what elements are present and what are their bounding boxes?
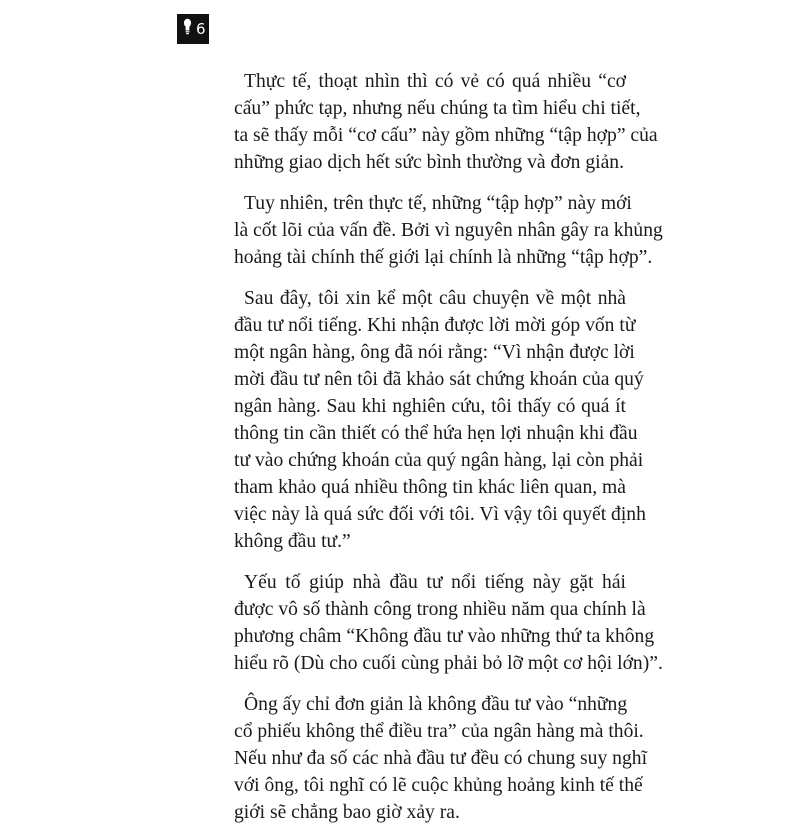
body-text <box>234 68 663 840</box>
text-line: không đầu tư.” <box>234 531 351 552</box>
page-number-badge <box>177 14 209 44</box>
text-line: Yếu tố giúp nhà đầu tư nổi tiếng này gặt hái <box>244 572 626 593</box>
text-line: việc này là quá sức đối với tôi. Vì vậy tôi quyết định <box>234 504 646 525</box>
bulb-icon <box>183 18 192 36</box>
text-line: với ông, tôi nghĩ có lẽ cuộc khủng hoảng kinh tế thế <box>234 775 643 796</box>
text-line: là cốt lõi của vấn đề. Bởi vì nguyên nhân gây ra khủng <box>234 220 663 241</box>
text-line: phương châm “Không đầu tư vào những thứ ta không <box>234 626 655 647</box>
paragraph <box>234 569 663 677</box>
paragraph <box>234 285 646 555</box>
text-line: tư vào chứng khoán của quý ngân hàng, lại còn phải <box>234 450 644 471</box>
text-line: Sau đây, tôi xin kể một câu chuyện về một nhà <box>244 288 626 309</box>
text-line: ngân hàng. Sau khi nghiên cứu, tôi thấy có quá ít <box>234 396 626 417</box>
text-line: Nếu như đa số các nhà đầu tư đều có chung suy nghĩ <box>234 748 648 769</box>
paragraph <box>234 190 663 271</box>
text-line: thông tin cần thiết có thể hứa hẹn lợi nhuận khi đầu <box>234 423 638 444</box>
text-line: Thực tế, thoạt nhìn thì có vẻ có quá nhiều “cơ <box>244 71 626 92</box>
text-line: cổ phiếu không thể điều tra” của ngân hàng mà thôi. <box>234 721 644 742</box>
text-line: Ông ấy chỉ đơn giản là không đầu tư vào “những <box>244 694 628 715</box>
text-line: Tuy nhiên, trên thực tế, những “tập hợp” này mới <box>244 193 632 214</box>
text-line: hoảng tài chính thế giới lại chính là những “tập hợp”. <box>234 247 653 268</box>
text-line: những giao dịch hết sức bình thường và đơn giản. <box>234 152 624 173</box>
text-line: tham khảo quá nhiều thông tin khác liên quan, mà <box>234 477 626 498</box>
text-line: giới sẽ chẳng bao giờ xảy ra. <box>234 802 460 823</box>
text-line: cấu” phức tạp, nhưng nếu chúng ta tìm hiểu chi tiết, <box>234 98 641 119</box>
text-line: ta sẽ thấy mỗi “cơ cấu” này gồm những “tập hợp” của <box>234 125 658 146</box>
paragraph <box>234 691 648 826</box>
text-line: mời đầu tư nên tôi đã khảo sát chứng khoán của quý <box>234 369 644 390</box>
text-line: được vô số thành công trong nhiều năm qua chính là <box>234 599 646 620</box>
paragraph <box>234 68 658 176</box>
text-line: đầu tư nổi tiếng. Khi nhận được lời mời góp vốn từ <box>234 315 636 336</box>
page-number: 6 <box>196 20 206 38</box>
text-line: một ngân hàng, ông đã nói rằng: “Vì nhận được lời <box>234 342 635 363</box>
text-line: hiểu rõ (Dù cho cuối cùng phải bỏ lỡ một cơ hội lớn)”. <box>234 653 663 674</box>
